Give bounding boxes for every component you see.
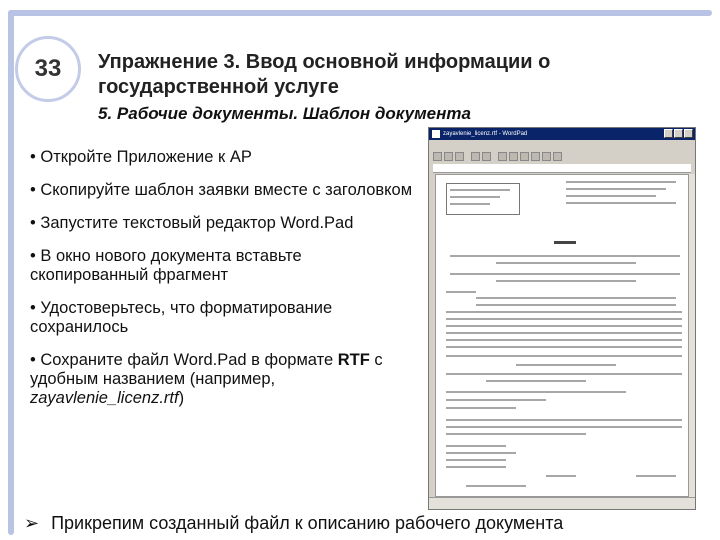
document-heading-mark	[554, 241, 576, 244]
find-icon	[498, 152, 507, 161]
instruction-list	[30, 148, 415, 422]
cut-icon	[509, 152, 518, 161]
vertical-scrollbar	[689, 174, 695, 497]
footer-instruction	[24, 513, 563, 534]
wordpad-app-icon	[432, 130, 440, 138]
window-menubar	[429, 140, 695, 150]
preview-icon	[482, 152, 491, 161]
arrow-bullet-icon: ➢	[24, 513, 40, 533]
slide-number-badge	[15, 36, 81, 102]
bullet-open-appendix: • Откройте Приложение к АР	[30, 148, 252, 166]
window-titlebar	[429, 128, 695, 140]
close-icon	[684, 129, 693, 138]
format-name: RTF	[337, 351, 370, 369]
example-filename: zayavlenie_licenz.rtf	[30, 389, 179, 407]
minimize-icon	[664, 129, 673, 138]
slide-subtitle: 5. Рабочие документы. Шаблон документа	[98, 104, 471, 123]
slide-number: 33	[34, 55, 62, 82]
bullet-paste-fragment: • В окно нового документа вставьте скопированный фрагмент	[30, 247, 302, 284]
footer-text: Прикрепим созданный файл к описанию рабочего документа	[51, 513, 564, 533]
window-title: zayavlenie_licenz.rtf - WordPad	[443, 131, 528, 137]
save-icon	[455, 152, 464, 161]
wordpad-window-screenshot	[428, 127, 696, 510]
header-box-left	[446, 183, 520, 215]
document-page	[435, 174, 689, 497]
decorative-frame-top	[8, 10, 712, 16]
undo-icon	[542, 152, 551, 161]
copy-icon	[520, 152, 529, 161]
bullet-start-editor: • Запустите текстовый редактор Word.Pad	[30, 214, 354, 232]
paste-icon	[531, 152, 540, 161]
slide-title: Упражнение 3. Ввод основной информации о государственной услуге	[98, 51, 551, 98]
bullet-save-middle: с удобным названием (например,	[30, 351, 383, 388]
window-toolbar	[429, 150, 695, 164]
open-icon	[444, 152, 453, 161]
maximize-icon	[674, 129, 683, 138]
bullet-check-formatting: • Удостоверьтесь, что форматирование сохранилось	[30, 299, 333, 336]
decorative-frame-left	[8, 10, 14, 535]
bullet-save-suffix: )	[178, 389, 185, 407]
bullet-copy-template: • Скопируйте шаблон заявки вместе с заголовком	[30, 181, 413, 199]
window-ruler	[433, 164, 691, 173]
bullet-save-prefix: • Сохраните файл Word.Pad в формате	[30, 351, 338, 369]
horizontal-scrollbar	[429, 497, 695, 509]
bullet-save-rtf	[30, 351, 415, 408]
print-icon	[471, 152, 480, 161]
date-icon	[553, 152, 562, 161]
new-icon	[433, 152, 442, 161]
